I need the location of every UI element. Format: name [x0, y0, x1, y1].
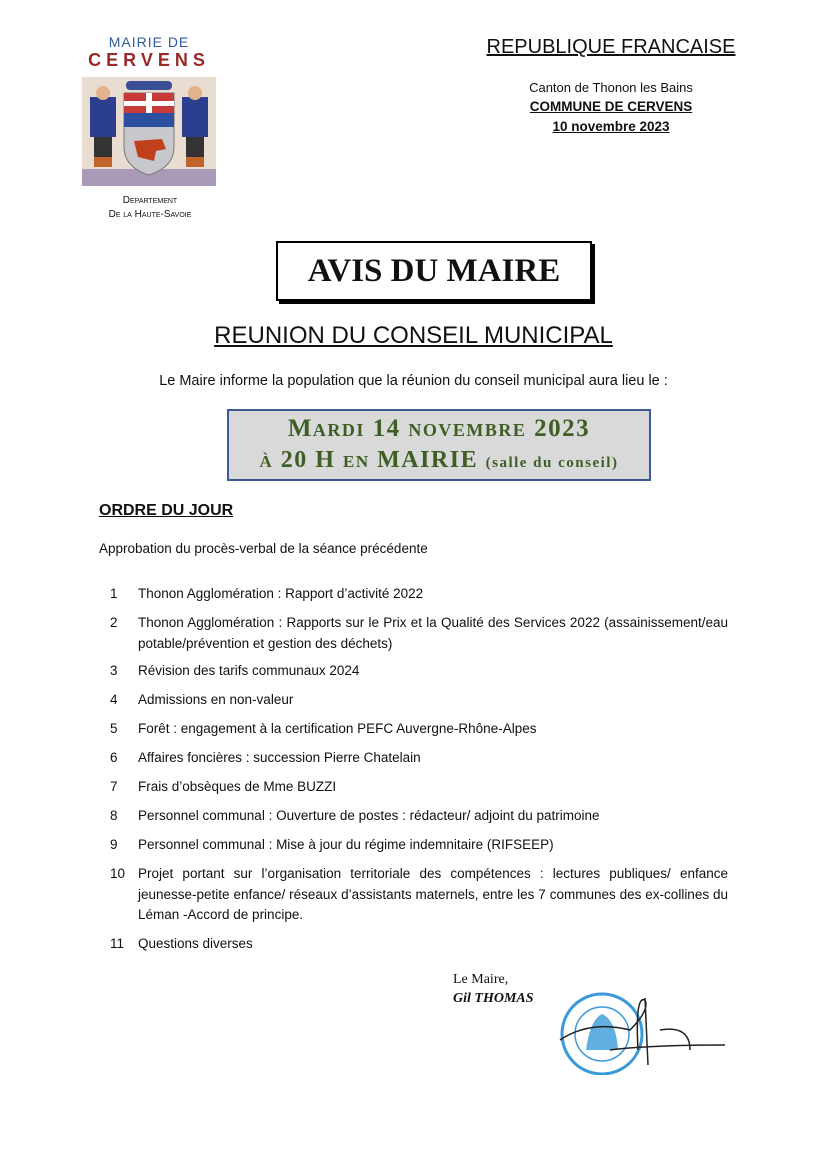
- agenda-item-text: Forêt : engagement à la certification PEFC Auvergne-Rhône-Alpes: [138, 721, 537, 736]
- agenda-item-text: Frais d’obsèques de Mme BUZZI: [138, 779, 337, 794]
- cervens-label: CERVENS: [88, 50, 210, 70]
- agenda-item-number: 10: [110, 866, 126, 881]
- agenda-item-number: 7: [110, 779, 118, 794]
- coat-of-arms-logo: [82, 77, 216, 186]
- intro-text: Le Maire informe la population que la réunion du conseil municipal aura lieu le :: [159, 373, 668, 389]
- agenda-item: [110, 777, 728, 798]
- agenda-item: [110, 690, 728, 711]
- agenda-item-number: 1: [110, 586, 118, 601]
- agenda-item: [110, 613, 728, 654]
- signature-role: Le Maire,: [453, 972, 509, 987]
- meeting-date-box: [227, 409, 651, 481]
- mairie-de-label: MAIRIE DE: [108, 34, 190, 50]
- agenda-item-number: 9: [110, 837, 118, 852]
- agenda-item-text: Affaires foncières : succession Pierre Chatelain: [138, 750, 421, 765]
- agenda-item: [110, 748, 728, 769]
- page-title: AVIS DU MAIRE: [276, 241, 592, 301]
- canton-label: Canton de Thonon les Bains: [529, 80, 693, 95]
- meeting-time: à 20 H en MAIRIE: [259, 447, 479, 473]
- agenda-item: [110, 719, 728, 740]
- agenda-heading: ORDRE DU JOUR: [99, 502, 234, 519]
- agenda-item-text: Thonon Agglomération : Rapports sur le Prix et la Qualité des Services 2022 (assainissement/eau potable/prévention et gestion des déchets): [138, 615, 728, 651]
- agenda-item-text: Personnel communal : Ouverture de postes : rédacteur/ adjoint du patrimoine: [138, 808, 600, 823]
- agenda-item-text: Personnel communal : Mise à jour du régime indemnitaire (RIFSEEP): [138, 837, 554, 852]
- meeting-room: (salle du conseil): [485, 455, 619, 471]
- agenda-item-text: Thonon Agglomération : Rapport d’activité 2022: [138, 586, 424, 601]
- agenda-item: [110, 584, 728, 605]
- dept-line-1: Departement: [122, 195, 178, 206]
- agenda-item-text: Projet portant sur l’organisation territoriale des compétences : lectures publiques/ enfance jeunesse-petite enfance/ réseaux d’assistants maternels, entre les 7 communes des ex-collines du Léman -Accord de principe.: [138, 866, 728, 922]
- signature-name: Gil THOMAS: [453, 991, 534, 1006]
- dept-line-2: De la Haute-Savoie: [108, 209, 192, 220]
- department-label: [70, 194, 230, 222]
- subtitle: REUNION DU CONSEIL MUNICIPAL: [214, 322, 613, 349]
- agenda-item-number: 4: [110, 692, 118, 707]
- meeting-time-place: [229, 447, 649, 474]
- agenda-item: [110, 934, 728, 955]
- agenda-item: [110, 806, 728, 827]
- agenda-item-number: 5: [110, 721, 118, 736]
- agenda-item: [110, 661, 728, 682]
- agenda-item-text: Admissions en non-valeur: [138, 692, 294, 707]
- commune-label: COMMUNE DE CERVENS: [529, 99, 693, 114]
- agenda-item-text: Révision des tarifs communaux 2024: [138, 663, 360, 678]
- agenda-preamble: Approbation du procès-verbal de la séance précédente: [99, 541, 428, 556]
- agenda-item-number: 8: [110, 808, 118, 823]
- agenda-item-number: 3: [110, 663, 118, 678]
- document-date: 10 novembre 2023: [552, 119, 670, 134]
- republique-heading: REPUBLIQUE FRANCAISE: [486, 36, 736, 58]
- official-stamp-signature: [550, 990, 730, 1075]
- agenda-item-text: Questions diverses: [138, 936, 253, 951]
- agenda-item: [110, 835, 728, 856]
- agenda-item-number: 2: [110, 615, 118, 630]
- meeting-date: Mardi 14 novembre 2023: [287, 415, 591, 442]
- agenda-item: [110, 864, 728, 926]
- agenda-item-number: 6: [110, 750, 118, 765]
- agenda-item-number: 11: [110, 936, 125, 951]
